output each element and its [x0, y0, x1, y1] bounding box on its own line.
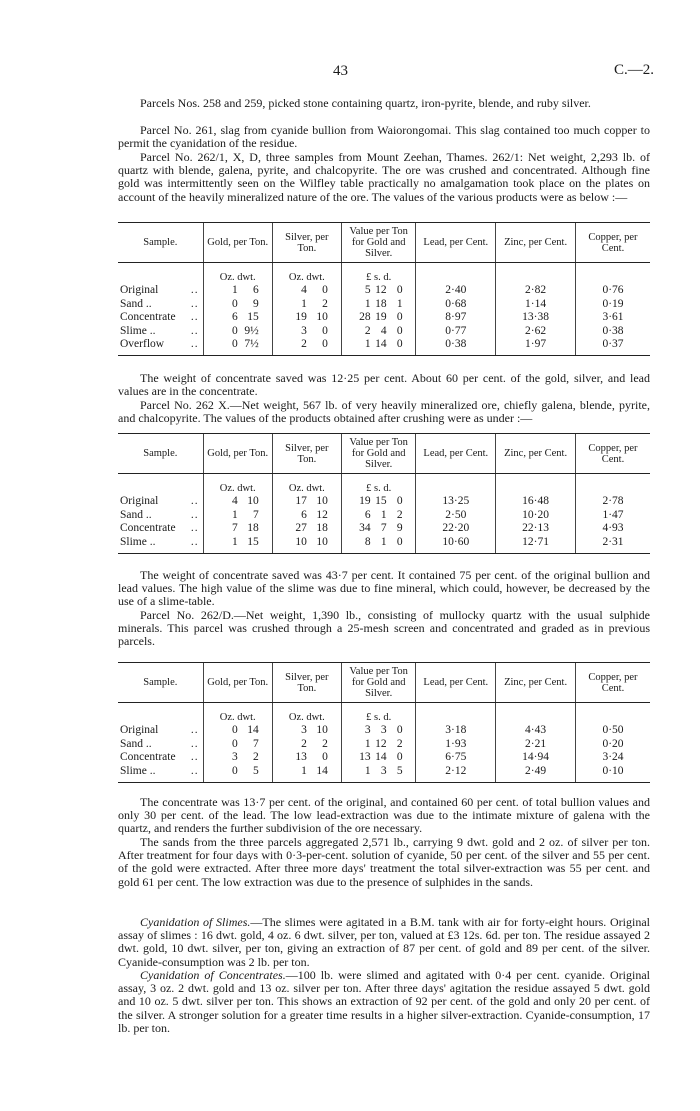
column-header: Zinc, per Cent. — [496, 223, 576, 263]
gold-value: 0 9 — [203, 298, 272, 311]
unit-cell — [575, 474, 650, 496]
column-header: Lead, per Cent. — [416, 223, 496, 263]
paragraph-sands-cyanidation: The sands from the three parcels aggregated 2,571 lb., carrying 9 dwt. gold and 2 oz. of silver per ton. After treatment for four days with 0·3-per-cent. solution of cyanide, 50 per cent. of the silver and 55 per cent. of the gold were extracted. After three more days' treatment the total silver-extraction was 55 per cent. and gold 61 per cent. The low extraction was due to the presence of sulphides in the sands. — [118, 835, 650, 889]
sample-name: Original .. — [120, 724, 199, 737]
leader-dots: .. — [190, 284, 199, 297]
paragraph-cyanidation-concentrates — [118, 969, 650, 1035]
zinc-percent: 13·38 — [496, 311, 576, 324]
assay-table-262d — [118, 662, 650, 783]
gold-value: 1 7 — [203, 509, 272, 522]
paragraph-parcels-258-259: Parcels Nos. 258 and 259, picked stone containing quartz, iron-pyrite, blende, and ruby silver. — [140, 96, 591, 110]
lead-percent: 1·93 — [416, 738, 496, 751]
value-per-ton: 8 1 0 — [341, 536, 415, 554]
paragraph-concentrate-13-7: The concentrate was 13·7 per cent. of the original, and contained 60 per cent. of total bullion values and only 30 per cent. of the lead. The low lead-extraction was due to the intimate mixture of galena with the quartz, and renders the further subdivision of the ore necessary. — [118, 795, 650, 836]
unit-cell — [118, 703, 203, 725]
gold-value: 4 10 — [203, 495, 272, 508]
unit-cell — [496, 263, 576, 285]
value-per-ton: 34 7 9 — [341, 522, 415, 535]
table-row — [118, 495, 650, 508]
value-per-ton: 13 14 0 — [341, 751, 415, 764]
zinc-percent: 16·48 — [496, 495, 576, 508]
lead-percent: 8·97 — [416, 311, 496, 324]
table-row — [118, 509, 650, 522]
leader-dots: .. — [190, 324, 199, 337]
unit-cell — [416, 263, 496, 285]
table-row — [118, 751, 650, 764]
column-header: Gold, per Ton. — [203, 434, 272, 474]
unit-cell — [118, 263, 203, 285]
concentrates-text: —100 lb. were slimed and agitated with 0·4 per cent. cyanide. Original assay, 3 oz. 2 dwt. gold and 13 oz. silver per ton. After three days' agitation the residue assayed 5 dwt. gold and 10 oz. 5 dwt. silver per ton. This shows an extraction of 92 per cent. of the gold and only 20 per cent. of the silver. A stronger solution for a greater time results in a higher silver-extraction. Cyanide-consumption, 17 lb. per ton. — [118, 968, 650, 1035]
gold-value: 0 14 — [203, 724, 272, 737]
value-per-ton: 2 4 0 — [341, 325, 415, 338]
copper-percent: 0·19 — [575, 298, 650, 311]
unit-cell — [496, 474, 576, 496]
unit-cell — [575, 263, 650, 285]
lead-percent: 0·68 — [416, 298, 496, 311]
leader-dots: .. — [190, 724, 199, 737]
value-per-ton: 1 18 1 — [341, 298, 415, 311]
leader-dots: .. — [190, 737, 199, 750]
zinc-percent: 22·13 — [496, 522, 576, 535]
unit-cell — [416, 474, 496, 496]
sample-name: Slime .. .. — [118, 536, 203, 554]
lead-percent: 2·40 — [416, 284, 496, 297]
table-row — [118, 536, 650, 554]
column-header: Zinc, per Cent. — [496, 434, 576, 474]
leader-dots: .. — [190, 751, 199, 764]
copper-percent: 3·24 — [575, 751, 650, 764]
value-per-ton: 1 12 2 — [341, 738, 415, 751]
silver-value: 27 18 — [272, 522, 341, 535]
silver-value: 13 0 — [272, 751, 341, 764]
silver-value: 17 10 — [272, 495, 341, 508]
zinc-percent: 12·71 — [496, 536, 576, 554]
unit-cell: £ s. d. — [341, 703, 415, 725]
table-row — [118, 311, 650, 324]
leader-dots: .. — [190, 495, 199, 508]
gold-value: 0 7½ — [203, 338, 272, 356]
silver-value: 10 10 — [272, 536, 341, 554]
silver-value: 6 12 — [272, 509, 341, 522]
unit-cell: Oz. dwt. — [272, 263, 341, 285]
sample-name: Original .. — [120, 284, 199, 297]
gold-value: 0 9½ — [203, 325, 272, 338]
column-header: Value per Ton for Gold and Silver. — [341, 663, 415, 703]
unit-cell: £ s. d. — [341, 474, 415, 496]
slimes-text: —The slimes were agitated in a B.M. tank with air for forty-eight hours. Original assay of slimes : 16 dwt. gold, 4 oz. 6 dwt. silver, per ton, valued at £3 12s. 6d. per ton. The residue assayed 2 dwt. gold, 10 dwt. silver, per ton, giving an extraction of 87 per cent. of gold and 89 per cent. of the silver. Cyanide-consumption was 2 lb. per ton. — [118, 915, 650, 969]
value-per-ton: 6 1 2 — [341, 509, 415, 522]
table-row — [118, 738, 650, 751]
table-row — [118, 325, 650, 338]
column-header: Silver, per Ton. — [272, 223, 341, 263]
column-header: Copper, per Cent. — [575, 434, 650, 474]
units-row — [118, 703, 650, 725]
unit-cell: Oz. dwt. — [203, 474, 272, 496]
section-title-slimes: Cyanidation of Slimes. — [140, 915, 251, 929]
table-row — [118, 724, 650, 737]
lead-percent: 0·38 — [416, 338, 496, 356]
zinc-percent: 2·49 — [496, 765, 576, 783]
column-header: Copper, per Cent. — [575, 223, 650, 263]
leader-dots: .. — [190, 535, 199, 548]
leader-dots: .. — [190, 338, 199, 351]
value-per-ton: 28 19 0 — [341, 311, 415, 324]
sample-name: Concentrate .. — [120, 751, 199, 764]
lead-percent: 2·12 — [416, 765, 496, 783]
unit-cell: Oz. dwt. — [203, 263, 272, 285]
column-header: Silver, per Ton. — [272, 663, 341, 703]
paragraph-concentrate-weight-1: The weight of concentrate saved was 12·25 per cent. About 60 per cent. of the gold, silver, and lead values are in the concentrate. — [118, 371, 650, 399]
column-header: Sample. — [118, 663, 203, 703]
unit-cell — [416, 703, 496, 725]
column-header: Sample. — [118, 223, 203, 263]
copper-percent: 2·78 — [575, 495, 650, 508]
sample-name: Sand .. .. — [120, 297, 199, 310]
column-header: Gold, per Ton. — [203, 663, 272, 703]
section-title-concentrates: Cyanidation of Concentrates. — [140, 968, 286, 982]
leader-dots: .. — [190, 297, 199, 310]
sample-name: Concentrate .. — [120, 522, 199, 535]
silver-value: 2 0 — [272, 338, 341, 356]
zinc-percent: 1·97 — [496, 338, 576, 356]
column-header: Copper, per Cent. — [575, 663, 650, 703]
leader-dots: .. — [190, 522, 199, 535]
gold-value: 3 2 — [203, 751, 272, 764]
value-per-ton: 5 12 0 — [341, 284, 415, 297]
lead-percent: 2·50 — [416, 509, 496, 522]
page-number: 43 — [333, 63, 348, 79]
value-per-ton: 19 15 0 — [341, 495, 415, 508]
gold-value: 0 5 — [203, 765, 272, 783]
zinc-percent: 2·21 — [496, 738, 576, 751]
sample-name: Overflow .. — [118, 338, 203, 356]
silver-value: 4 0 — [272, 284, 341, 297]
table-row — [118, 765, 650, 783]
copper-percent: 0·76 — [575, 284, 650, 297]
copper-percent: 0·38 — [575, 325, 650, 338]
sample-name: Sand .. .. — [120, 508, 199, 521]
copper-percent: 0·10 — [575, 765, 650, 783]
gold-value: 1 6 — [203, 284, 272, 297]
column-header: Sample. — [118, 434, 203, 474]
copper-percent: 0·20 — [575, 738, 650, 751]
units-row — [118, 474, 650, 496]
column-header: Value per Ton for Gold and Silver. — [341, 434, 415, 474]
column-header: Lead, per Cent. — [416, 663, 496, 703]
paragraph-parcel-261: Parcel No. 261, slag from cyanide bullion from Waiorongomai. This slag contained too much copper to permit the cyanidation of the residue. — [118, 123, 650, 151]
column-header: Zinc, per Cent. — [496, 663, 576, 703]
gold-value: 0 7 — [203, 738, 272, 751]
copper-percent: 4·93 — [575, 522, 650, 535]
zinc-percent: 2·62 — [496, 325, 576, 338]
gold-value: 6 15 — [203, 311, 272, 324]
paragraph-parcel-262x: Parcel No. 262 X.—Net weight, 567 lb. of very heavily mineralized ore, chiefly galena, blende, pyrite, and chalcopyrite. The values of the products obtained after crushing were as under :— — [118, 398, 650, 426]
silver-value: 2 2 — [272, 738, 341, 751]
sample-name: Slime .. .. — [118, 765, 203, 783]
column-header: Value per Ton for Gold and Silver. — [341, 223, 415, 263]
copper-percent: 2·31 — [575, 536, 650, 554]
leader-dots: .. — [190, 311, 199, 324]
unit-cell — [575, 703, 650, 725]
unit-cell: Oz. dwt. — [272, 474, 341, 496]
silver-value: 1 2 — [272, 298, 341, 311]
copper-percent: 0·37 — [575, 338, 650, 356]
zinc-percent: 1·14 — [496, 298, 576, 311]
zinc-percent: 2·82 — [496, 284, 576, 297]
unit-cell: £ s. d. — [341, 263, 415, 285]
gold-value: 7 18 — [203, 522, 272, 535]
paragraph-cyanidation-slimes — [118, 916, 650, 969]
table-row — [118, 284, 650, 297]
lead-percent: 3·18 — [416, 724, 496, 737]
lead-percent: 10·60 — [416, 536, 496, 554]
units-row — [118, 263, 650, 285]
copper-percent: 0·50 — [575, 724, 650, 737]
lead-percent: 0·77 — [416, 325, 496, 338]
silver-value: 1 14 — [272, 765, 341, 783]
column-header: Silver, per Ton. — [272, 434, 341, 474]
zinc-percent: 10·20 — [496, 509, 576, 522]
zinc-percent: 14·94 — [496, 751, 576, 764]
table-row — [118, 338, 650, 356]
leader-dots: .. — [190, 764, 199, 777]
silver-value: 19 10 — [272, 311, 341, 324]
lead-percent: 13·25 — [416, 495, 496, 508]
unit-cell: Oz. dwt. — [272, 703, 341, 725]
unit-cell — [118, 474, 203, 496]
paragraph-parcel-262-1: Parcel No. 262/1, X, D, three samples from Mount Zeehan, Thames. 262/1: Net weight, 2,293 lb. of quartz with blende, galena, pyrite, and chalcopyrite. The ore was crushed and concentrated. Although fine gold was intermittently seen on the Wilfley table practically no amalgamation took place on the plates on account of the heavily mineralized nature of the ore. The values of the various products were as below :— — [118, 150, 650, 204]
copper-percent: 3·61 — [575, 311, 650, 324]
paragraph-concentrate-weight-2: The weight of concentrate saved was 43·7 per cent. It contained 75 per cent. of the original bullion and lead values. The high value of the slime was due to fine mineral, which could, however, be decreased by the use of a slime-table. — [118, 568, 650, 609]
sample-name: Concentrate .. — [120, 311, 199, 324]
silver-value: 3 0 — [272, 325, 341, 338]
assay-table-262-1 — [118, 222, 650, 356]
paragraph-parcel-262d: Parcel No. 262/D.—Net weight, 1,390 lb., consisting of mullocky quartz with the usual sulphide minerals. This parcel was crushed through a 25-mesh screen and concentrated and graded as in previous parcels. — [118, 608, 650, 649]
table-row — [118, 298, 650, 311]
table-row — [118, 522, 650, 535]
value-per-ton: 1 14 0 — [341, 338, 415, 356]
copper-percent: 1·47 — [575, 509, 650, 522]
value-per-ton: 1 3 5 — [341, 765, 415, 783]
value-per-ton: 3 3 0 — [341, 724, 415, 737]
unit-cell: Oz. dwt. — [203, 703, 272, 725]
sample-name: Slime .. .. — [120, 324, 199, 337]
leader-dots: .. — [190, 508, 199, 521]
assay-table-262x — [118, 433, 650, 554]
column-header: Gold, per Ton. — [203, 223, 272, 263]
sample-name: Sand .. .. — [120, 737, 199, 750]
sample-name: Original .. — [120, 495, 199, 508]
lead-percent: 22·20 — [416, 522, 496, 535]
zinc-percent: 4·43 — [496, 724, 576, 737]
column-header: Lead, per Cent. — [416, 434, 496, 474]
lead-percent: 6·75 — [416, 751, 496, 764]
gold-value: 1 15 — [203, 536, 272, 554]
unit-cell — [496, 703, 576, 725]
silver-value: 3 10 — [272, 724, 341, 737]
document-code: C.—2. — [613, 62, 654, 78]
